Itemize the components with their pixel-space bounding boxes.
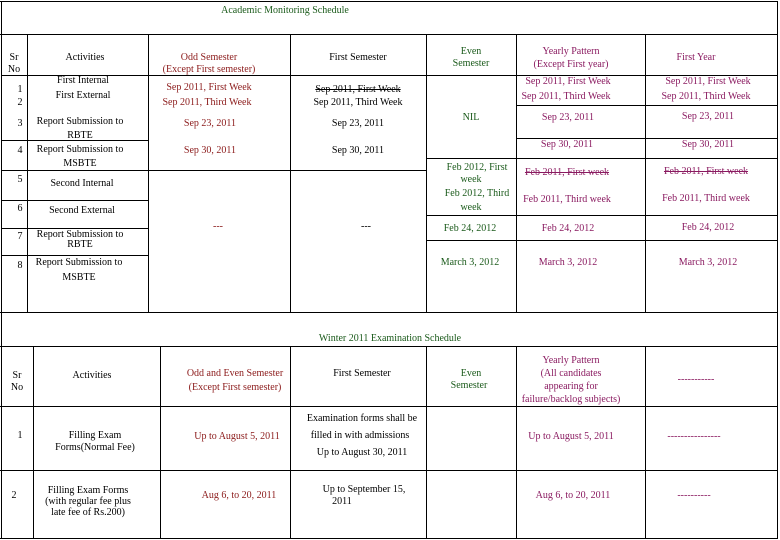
exam-activity-1-line1: Filling Exam — [68, 430, 122, 441]
first-year-second-internal: Feb 2011, First week — [663, 166, 749, 177]
exam-sr-2: 2 — [11, 490, 17, 501]
exam-title: Winter 2011 Examination Schedule — [318, 333, 462, 344]
exam-odd-even-2: Aug 6, to 20, 2011 — [201, 490, 277, 501]
header-sr-line2: No — [7, 64, 21, 75]
first-year-report-rbte-2: Feb 24, 2012 — [681, 222, 735, 233]
yearly-second-internal: Feb 2011, First week — [524, 167, 610, 178]
yearly-first-external: Sep 2011, Third Week — [521, 91, 611, 102]
exam-yearly-2: Aug 6, to 20, 2011 — [535, 490, 611, 501]
first-year-first-external: Sep 2011, Third Week — [661, 91, 751, 102]
activity-report-rbte-2: Report Submission to — [36, 229, 124, 240]
exam-first-2-line1: Up to September 15, — [322, 484, 406, 495]
first-year-report-msbte: Sep 30, 2011 — [681, 139, 735, 150]
exam-last-1: ---------------- — [667, 431, 721, 442]
exam-header-yearly-line1: Yearly Pattern — [542, 355, 600, 366]
header-sr-line1: Sr — [9, 52, 19, 63]
exam-header-sr-line1: Sr — [12, 370, 22, 381]
sr-4: 4 — [17, 145, 23, 156]
exam-header-even-line1: Even — [460, 368, 482, 379]
header-odd-line1: Odd Semester — [180, 52, 238, 63]
header-yearly-line1: Yearly Pattern — [542, 46, 600, 57]
header-yearly-line2: (Except First year) — [533, 59, 609, 70]
even-second-internal: Feb 2012, First — [446, 162, 508, 173]
header-even-line1: Even — [460, 46, 482, 57]
exam-sr-1: 1 — [17, 430, 23, 441]
first-sem-report-rbte: Sep 23, 2011 — [331, 118, 385, 129]
exam-yearly-1: Up to August 5, 2011 — [528, 431, 614, 442]
sr-7: 7 — [17, 231, 23, 242]
first-year-report-msbte-2: March 3, 2012 — [678, 257, 738, 268]
exam-header-odd-even-line2: (Except First semester) — [188, 382, 282, 393]
header-activities: Activities — [65, 52, 105, 63]
header-first-semester: First Semester — [329, 52, 387, 63]
exam-activity-2-line2: (with regular fee plus — [45, 496, 131, 507]
first-year-report-rbte: Sep 23, 2011 — [681, 111, 735, 122]
activity-report-rbte-2-l2: RBTE — [67, 239, 93, 250]
activity-second-external: Second External — [49, 205, 115, 216]
sr-2: 2 — [17, 97, 23, 108]
header-first-year: First Year — [676, 52, 716, 63]
exam-activity-1-line2: Forms(Normal Fee) — [55, 442, 135, 453]
monitoring-title: Academic Monitoring Schedule — [221, 5, 349, 16]
first-year-second-external: Feb 2011, Third week — [662, 193, 750, 204]
exam-activity-2-line3: late fee of Rs.200) — [51, 507, 125, 518]
activity-first-internal: First Internal — [57, 75, 109, 86]
even-report-msbte: March 3, 2012 — [440, 257, 500, 268]
even-second-external-l2: week — [460, 202, 482, 213]
exam-activity-2-line1: Filling Exam Forms — [47, 485, 129, 496]
first-sem-lower-dash: --- — [361, 221, 371, 232]
first-sem-first-internal: Sep 2011, First Week — [315, 84, 401, 95]
odd-first-internal: Sep 2011, First Week — [166, 82, 252, 93]
yearly-report-rbte: Sep 23, 2011 — [541, 112, 595, 123]
activity-report-msbte-1-l2: MSBTE — [63, 158, 97, 169]
exam-header-sr-line2: No — [10, 382, 24, 393]
yearly-second-external: Feb 2011, Third week — [523, 194, 611, 205]
exam-header-last-dash: ----------- — [677, 374, 715, 385]
exam-header-yearly-line2: (All candidates — [540, 368, 602, 379]
sr-3: 3 — [17, 118, 23, 129]
yearly-report-msbte: Sep 30, 2011 — [540, 139, 594, 150]
first-sem-report-msbte: Sep 30, 2011 — [331, 145, 385, 156]
even-second-external: Feb 2012, Third — [444, 188, 510, 199]
odd-report-msbte: Sep 30, 2011 — [183, 145, 237, 156]
odd-first-external: Sep 2011, Third Week — [162, 97, 252, 108]
activity-report-msbte-2: Report Submission to — [35, 257, 123, 268]
first-sem-first-external: Sep 2011, Third Week — [313, 97, 403, 108]
header-even-line2: Semester — [452, 58, 490, 69]
exam-first-1-line1: Examination forms shall be — [306, 413, 418, 424]
exam-header-yearly-line4: failure/backlog subjects) — [521, 394, 621, 405]
yearly-report-rbte-2: Feb 24, 2012 — [541, 223, 595, 234]
odd-lower-dash: --- — [213, 221, 223, 232]
activity-report-msbte-1: Report Submission to — [36, 144, 124, 155]
exam-header-activities: Activities — [72, 370, 112, 381]
sr-5: 5 — [17, 174, 23, 185]
exam-header-odd-even-line1: Odd and Even Semester — [186, 368, 284, 379]
exam-first-1-line2: filled in with admissions — [310, 430, 410, 441]
activity-first-external: First External — [55, 90, 111, 101]
even-second-internal-l2: week — [460, 174, 482, 185]
odd-report-rbte: Sep 23, 2011 — [183, 118, 237, 129]
activity-report-rbte-1-l2: RBTE — [67, 130, 93, 141]
exam-header-yearly-line3: appearing for — [544, 381, 598, 392]
sr-1: 1 — [17, 84, 23, 95]
even-nil: NIL — [462, 112, 480, 123]
exam-last-2: ---------- — [677, 490, 711, 501]
sr-6: 6 — [17, 203, 23, 214]
exam-odd-even-1: Up to August 5, 2011 — [194, 431, 280, 442]
yearly-first-internal: Sep 2011, First Week — [525, 76, 611, 87]
activity-report-msbte-2-l2: MSBTE — [62, 272, 96, 283]
exam-first-2-line2: 2011 — [332, 496, 352, 507]
exam-header-even-line2: Semester — [450, 380, 488, 391]
header-odd-line2: (Except First semester) — [162, 64, 256, 75]
exam-header-first-semester: First Semester — [333, 368, 391, 379]
exam-first-1-line3: Up to August 30, 2011 — [316, 447, 408, 458]
activity-second-internal: Second Internal — [50, 178, 114, 189]
sr-8: 8 — [17, 260, 23, 271]
yearly-report-msbte-2: March 3, 2012 — [538, 257, 598, 268]
activity-report-rbte-1: Report Submission to — [36, 116, 124, 127]
even-report-rbte: Feb 24, 2012 — [443, 223, 497, 234]
first-year-first-internal: Sep 2011, First Week — [665, 76, 751, 87]
